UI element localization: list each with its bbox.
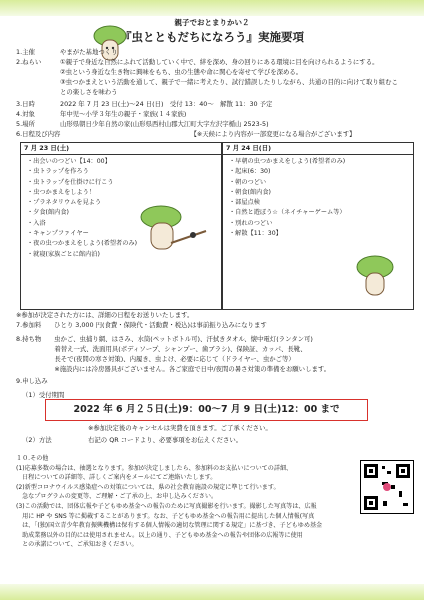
info-value: 年中児～小学３年生の親子・家族(１４家族) [60,110,187,118]
note-line: (1)応募多数の場合は、抽選となります。参加が決定しましたら、参加料のお支払いについての詳細、 [16,464,293,472]
info-row [16,110,186,119]
info-row [16,100,272,109]
note-line: (2)新型コロナウイルス感染症への対策については、県の社会教育施設の規定に準じて行います。 [16,483,280,491]
schedule-item: ・入浴 [27,219,46,227]
note-line: 助成業務以外の目的には使用されません。以上の通り、子どもゆめ基金への報告や団体の広報等に使用 [16,531,303,539]
items-line: ※施設内には冷房器具がございません。各ご家庭で日中/夜間の暑さ対策の準備をお願いします。 [16,365,331,373]
day1-title: 7 月 23 日(土) [21,143,221,155]
schedule-item: ・出会いのつどい【14：00】 [27,158,111,165]
top-border [0,0,424,16]
schedule-item: ・別れのつどい [229,219,273,227]
schedule-item: ・解散【11：30】 [229,230,282,238]
notice-line: ※参加が決定された方には、詳細の日程をお送りいたします。 [16,311,194,319]
schedule-item: ・就寝(家族ごとに館内泊) [27,250,100,258]
fee-line: 7.参加料 ひとり 3,000 円(食費・保険代・活動費・税込)は事前振り込みになります [16,321,267,329]
info-row [16,68,302,77]
info-value: ①親子で身近な自然にふれて活動していく中で、絆を深め、身の回りにある環境に目を向けられるようにする。 [60,58,379,66]
info-key: 4.対象 [16,110,35,118]
period-label: （1）受付期間 [22,391,65,399]
note-line: との承諾について、ご承知おきください。 [16,541,138,549]
items-line: 長そで(夜間の寒さ対策)、内履き、虫よけ、必要に応じて（ドライヤー、虫かご等） [16,355,295,363]
info-key: 3.日時 [16,100,35,108]
schedule-item: ・起床(6：30) [229,168,271,176]
schedule-item: ・自然と遊ぼう☆（ネイチャーゲーム等） [229,209,346,217]
method-text: 右記の QR コードより、必要事項をお伝えください。 [88,436,243,444]
info-row [16,130,408,139]
info-row [16,58,378,67]
schedule-item: ・虫トラップを仕掛けに行こう [27,178,114,186]
day2-schedule [222,142,414,310]
cancel-note: ※参加決定後のキャンセルは実費を頂きます。ご了承ください。 [88,424,272,432]
method-label: （2）方法 [22,436,52,444]
info-value: 2022 年 7 月 23 日(土)～24 日(日) 受付 13：40～ 解散 11：30 予定 [60,100,273,108]
items-line: 着替え一式、洗面用具(ボディソープ、シャンプー、歯ブラシ)、保険証、カッパ、長靴、 [16,345,307,353]
info-key: 2.ねらい [16,58,42,66]
info-value: ③虫つかまえという活動を通して、親子で一緒に考えたり、試行錯誤したりしながら、共通の目的に向けて取り組むこ [60,78,398,86]
subtitle: 親子でおとまりかい２ [174,18,250,27]
schedule-item: ・朝食(館内食) [229,188,271,196]
schedule-item: ・夜の虫つかまえをしよう(希望者のみ) [27,240,138,248]
info-row [16,78,398,87]
day1-schedule [20,142,222,310]
note-line: (3)この活動では、団体広報や子どもゆめ基金への報告のために写真撮影を行います。撮影した写真等は、広報 [16,502,317,510]
note-line: は、「(独)国立青少年教育振興機構は保有する個人情報の適切な管理に関する規定」に基づき、子どもゆめ基金 [16,522,323,530]
mascot-with-bug-illustration [131,203,211,263]
info-row [16,48,118,57]
page-title: 『虫とともだちになろう』実施要項 [120,30,304,44]
info-key: 6.日程及び内容 [16,130,61,138]
day2-title: 7 月 24 日(日) [223,143,413,155]
schedule-item: ・虫トラップを作ろう [27,168,89,176]
info-row [16,120,269,129]
note-line: 用に HP や SNS 等に掲載することがあります。なお、子どもゆめ基金への報告用に提出した個人情報(写真 [16,512,315,520]
info-value: やまがた基地つくり [60,48,118,56]
items-line: 8.持ち物 虫かご、虫捕り網、はさみ、水筒(ペットボトル可)、汗拭きタオル、懐中電灯(ランタン可) [16,335,313,343]
info-key: 1.主催 [16,48,35,56]
note-line: １０.その他 [16,455,49,462]
info-value: との楽しさを味わう [60,88,118,96]
info-value: 山形県朝日少年自然の家(山形県西村山郡大江町大字左沢字楯山 2523-5) [60,120,269,128]
schedule-item: ・プラネタリウムを見よう [27,199,102,207]
note-line: 急なプログラムの変更等、ご理解・ご了承の上、お申し込みください。 [16,493,218,501]
info-value: ②虫という身近な生き物に興味をもち、虫の生態や命に関心を寄せて学びを深める。 [60,68,303,76]
period-box: 2022 年 6 月２５日(土)9：00～7 月 9 日(土)12：00 まで [45,399,368,421]
leaf-mascot-illustration [353,253,399,301]
info-value: 【※天候により内容が一部変更になる場合がございます】 [190,130,356,138]
bottom-border [0,584,424,600]
schedule-item: ・夕食(館内食) [27,209,69,217]
apply-heading: 9.申し込み [16,377,48,385]
schedule-item: ・キャンプファイヤー [27,230,89,238]
note-line: 日程についての詳細等、詳しくご案内をメールにてご連絡いたします。 [16,474,217,482]
schedule-item: ・虫つかまえをしよう！ [27,188,96,196]
info-row [16,88,118,97]
schedule-item: ・早朝の虫つかまえをしよう(希望者のみ) [229,158,346,165]
info-key: 5.場所 [16,120,35,128]
schedule-item: ・朝のつどい [229,178,267,186]
other-notes [16,454,414,550]
schedule-item: ・部屋点検 [229,199,260,207]
